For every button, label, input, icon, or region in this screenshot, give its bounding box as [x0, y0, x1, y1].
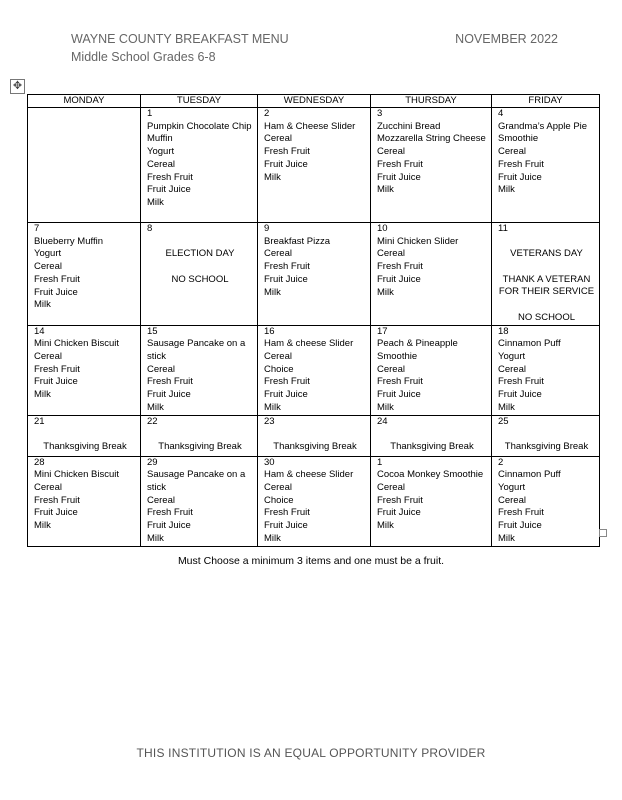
- cell-spacer: [34, 428, 136, 441]
- menu-item: Yogurt: [498, 481, 526, 493]
- day-cell-thursday: [371, 415, 492, 456]
- day-number: 8: [147, 223, 153, 234]
- menu-item: NO SCHOOL: [171, 273, 229, 285]
- menu-item: Yogurt: [34, 248, 62, 260]
- menu-item: stick: [147, 350, 166, 362]
- day-number: 28: [34, 456, 45, 468]
- menu-item: Fresh Fruit: [377, 261, 423, 273]
- menu-item: Cereal: [377, 363, 405, 375]
- menu-item: Cereal: [498, 363, 526, 375]
- menu-item: Breakfast Pizza: [264, 235, 330, 247]
- menu-item: Milk: [377, 184, 394, 196]
- menu-item: Milk: [147, 196, 164, 208]
- day-cell-monday: [28, 108, 141, 223]
- day-number: 24: [377, 415, 388, 427]
- day-cell-friday: [492, 108, 600, 223]
- menu-item: Milk: [264, 532, 281, 544]
- menu-item: Fruit Juice: [34, 376, 78, 388]
- menu-item: Thanksgiving Break: [273, 440, 357, 452]
- menu-item: Cereal: [34, 261, 62, 273]
- menu-item: Muffin: [147, 133, 173, 145]
- menu-item: ELECTION DAY: [165, 248, 235, 260]
- weekday-header-friday: FRIDAY: [492, 95, 600, 108]
- menu-item: Fresh Fruit: [264, 507, 310, 519]
- menu-item: Milk: [498, 401, 515, 413]
- day-number: 10: [377, 223, 388, 234]
- menu-item: Fresh Fruit: [264, 146, 310, 158]
- menu-item: Fruit Juice: [147, 520, 191, 532]
- day-number: 16: [264, 325, 275, 337]
- day-number: 1: [377, 456, 383, 468]
- menu-item: Choice: [264, 363, 294, 375]
- menu-calendar-table: [27, 94, 600, 547]
- week-row: [28, 456, 600, 546]
- week-row: [28, 325, 600, 415]
- menu-item: Fresh Fruit: [377, 158, 423, 170]
- menu-title: WAYNE COUNTY BREAKFAST MENU: [71, 32, 289, 46]
- menu-item: Choice: [264, 494, 294, 506]
- menu-item: Fruit Juice: [34, 507, 78, 519]
- menu-item: Milk: [498, 184, 515, 196]
- day-cell-tuesday: [141, 325, 258, 415]
- menu-item: Cocoa Monkey Smoothie: [377, 469, 484, 481]
- menu-item: Cereal: [377, 481, 405, 493]
- menu-item: Blueberry Muffin: [34, 235, 103, 247]
- menu-item: Fruit Juice: [377, 171, 421, 183]
- weeks-body: [28, 108, 600, 547]
- week-row: [28, 223, 600, 326]
- menu-header: [71, 30, 289, 66]
- table-resize-handle[interactable]: [599, 529, 607, 537]
- cell-spacer: [498, 299, 595, 312]
- day-cell-thursday: [371, 456, 492, 546]
- day-cell-tuesday: [141, 415, 258, 456]
- menu-item: Cereal: [34, 350, 62, 362]
- menu-item: Mini Chicken Slider: [377, 235, 459, 247]
- day-number: 7: [34, 223, 40, 234]
- menu-item: Cereal: [264, 350, 292, 362]
- menu-item: Fresh Fruit: [147, 171, 193, 183]
- cell-spacer: [498, 236, 595, 249]
- day-cell-monday: [28, 415, 141, 456]
- menu-item: stick: [147, 481, 166, 493]
- menu-item: Cereal: [264, 133, 292, 145]
- day-number: 15: [147, 325, 158, 337]
- day-cell-friday: [492, 223, 600, 326]
- menu-item: Fruit Juice: [498, 520, 542, 532]
- menu-item: Fruit Juice: [147, 389, 191, 401]
- menu-item: Fresh Fruit: [377, 494, 423, 506]
- day-number: 25: [498, 415, 509, 427]
- menu-item: Thanksgiving Break: [390, 440, 474, 452]
- week-row: [28, 415, 600, 456]
- day-cell-monday: [28, 325, 141, 415]
- menu-item: NO SCHOOL: [517, 311, 575, 323]
- menu-item: Fruit Juice: [498, 171, 542, 183]
- day-number: 9: [264, 223, 270, 234]
- day-cell-friday: [492, 415, 600, 456]
- menu-item: Thanksgiving Break: [158, 440, 242, 452]
- menu-item: Milk: [147, 532, 164, 544]
- menu-item: Fresh Fruit: [34, 273, 80, 285]
- menu-item: Mozzarella String Cheese: [377, 133, 486, 145]
- day-cell-monday: [28, 223, 141, 326]
- menu-item: Cereal: [264, 248, 292, 260]
- menu-item: Fruit Juice: [264, 158, 308, 170]
- cell-spacer: [498, 261, 595, 274]
- weekday-header-monday: MONDAY: [28, 95, 141, 108]
- menu-item: Sausage Pancake on a: [147, 469, 246, 481]
- day-cell-friday: [492, 325, 600, 415]
- menu-month: NOVEMBER 2022: [455, 32, 558, 46]
- day-number: 14: [34, 325, 45, 337]
- day-cell-thursday: [371, 108, 492, 223]
- menu-item: Fresh Fruit: [34, 494, 80, 506]
- menu-item: Yogurt: [147, 146, 175, 158]
- menu-item: Milk: [34, 520, 51, 532]
- menu-item: Cereal: [264, 481, 292, 493]
- day-cell-tuesday: [141, 456, 258, 546]
- day-number: 11: [498, 223, 508, 234]
- menu-item: Cereal: [147, 363, 175, 375]
- cell-spacer: [147, 261, 253, 274]
- day-cell-thursday: [371, 223, 492, 326]
- weekday-header-thursday: THURSDAY: [371, 95, 492, 108]
- day-number: 1: [147, 108, 153, 119]
- cell-spacer: [377, 428, 487, 441]
- day-number: 17: [377, 325, 388, 337]
- menu-item: Milk: [377, 520, 394, 532]
- menu-item: Fresh Fruit: [377, 376, 423, 388]
- day-number: 22: [147, 415, 158, 427]
- menu-item: FOR THEIR SERVICE: [498, 286, 595, 298]
- move-arrows-icon: ✥: [12, 80, 23, 92]
- day-number: 29: [147, 456, 158, 468]
- menu-item: Fruit Juice: [377, 507, 421, 519]
- equal-opportunity-footer: THIS INSTITUTION IS AN EQUAL OPPORTUNITY PROVIDER: [136, 746, 486, 760]
- menu-item: Fruit Juice: [377, 389, 421, 401]
- day-cell-monday: [28, 456, 141, 546]
- menu-item: Cereal: [34, 481, 62, 493]
- menu-item: Cereal: [498, 494, 526, 506]
- menu-item: Fresh Fruit: [498, 158, 544, 170]
- day-number: 4: [498, 108, 504, 119]
- menu-item: Grandma’s Apple Pie: [498, 120, 588, 132]
- day-number: 3: [377, 108, 383, 119]
- menu-item: Fresh Fruit: [147, 376, 193, 388]
- menu-item: Milk: [264, 286, 281, 298]
- menu-item: Fruit Juice: [377, 273, 421, 285]
- day-cell-wednesday: [258, 325, 371, 415]
- menu-item: Pumpkin Chocolate Chip: [147, 120, 252, 132]
- day-cell-tuesday: [141, 223, 258, 326]
- menu-item: Milk: [264, 171, 281, 183]
- menu-item: Cereal: [377, 248, 405, 260]
- day-number: 2: [264, 108, 270, 119]
- menu-item: Fruit Juice: [147, 184, 191, 196]
- day-number: 2: [498, 456, 504, 468]
- menu-item: Milk: [264, 401, 281, 413]
- menu-item: Fresh Fruit: [34, 363, 80, 375]
- day-number: 23: [264, 415, 275, 427]
- menu-item: Fruit Juice: [264, 389, 308, 401]
- menu-item: Zucchini Bread: [377, 120, 441, 132]
- cell-spacer: [147, 236, 253, 249]
- menu-item: VETERANS DAY: [510, 248, 583, 260]
- weekday-header-row: [28, 95, 600, 108]
- weekday-header-tuesday: TUESDAY: [141, 95, 258, 108]
- menu-item: Ham & cheese Slider: [264, 338, 354, 350]
- table-move-handle[interactable]: [10, 79, 25, 94]
- menu-item: Milk: [147, 401, 164, 413]
- day-number: 18: [498, 325, 509, 337]
- day-cell-wednesday: [258, 108, 371, 223]
- menu-item: Milk: [34, 389, 51, 401]
- menu-item: Fresh Fruit: [264, 376, 310, 388]
- day-cell-friday: [492, 456, 600, 546]
- week-row: [28, 108, 600, 223]
- menu-item: Cereal: [147, 158, 175, 170]
- menu-item: Milk: [377, 401, 394, 413]
- day-number: 30: [264, 456, 275, 468]
- menu-subtitle: Middle School Grades 6-8: [71, 50, 216, 64]
- menu-item: Fruit Juice: [34, 286, 78, 298]
- cell-spacer: [147, 428, 253, 441]
- day-number: 21: [34, 415, 45, 427]
- menu-item: Thanksgiving Break: [504, 440, 589, 452]
- day-cell-wednesday: [258, 223, 371, 326]
- menu-item: Yogurt: [498, 350, 526, 362]
- menu-item: Ham & cheese Slider: [264, 469, 354, 481]
- menu-note: Must Choose a minimum 3 items and one must be a fruit.: [177, 555, 445, 567]
- menu-item: Fresh Fruit: [147, 507, 193, 519]
- menu-item: Fruit Juice: [498, 389, 542, 401]
- menu-item: Cereal: [377, 146, 405, 158]
- menu-item: Fresh Fruit: [498, 507, 544, 519]
- menu-item: Milk: [377, 286, 394, 298]
- day-cell-thursday: [371, 325, 492, 415]
- menu-item: Mini Chicken Biscuit: [34, 469, 119, 481]
- day-cell-wednesday: [258, 456, 371, 546]
- menu-item: Sausage Pancake on a: [147, 338, 246, 350]
- menu-item: Cereal: [147, 494, 175, 506]
- menu-item: Fruit Juice: [264, 520, 308, 532]
- menu-item: Milk: [498, 532, 515, 544]
- menu-item: Smoothie: [498, 133, 539, 145]
- weekday-header-wednesday: WEDNESDAY: [258, 95, 371, 108]
- menu-item: Ham & Cheese Slider: [264, 120, 356, 132]
- menu-item: Fresh Fruit: [264, 261, 310, 273]
- menu-item: Cinnamon Puff: [498, 469, 561, 481]
- day-cell-wednesday: [258, 415, 371, 456]
- menu-item: Fresh Fruit: [498, 376, 544, 388]
- menu-item: Smoothie: [377, 350, 418, 362]
- menu-item: Peach & Pineapple: [377, 338, 458, 350]
- cell-spacer: [498, 428, 595, 441]
- day-cell-tuesday: [141, 108, 258, 223]
- menu-item: Mini Chicken Biscuit: [34, 338, 119, 350]
- menu-item: Milk: [34, 299, 51, 311]
- menu-item: Thanksgiving Break: [43, 440, 127, 452]
- menu-item: THANK A VETERAN: [502, 273, 591, 285]
- menu-item: Fruit Juice: [264, 273, 308, 285]
- menu-item: Cereal: [498, 146, 526, 158]
- cell-spacer: [264, 428, 366, 441]
- menu-item: Cinnamon Puff: [498, 338, 561, 350]
